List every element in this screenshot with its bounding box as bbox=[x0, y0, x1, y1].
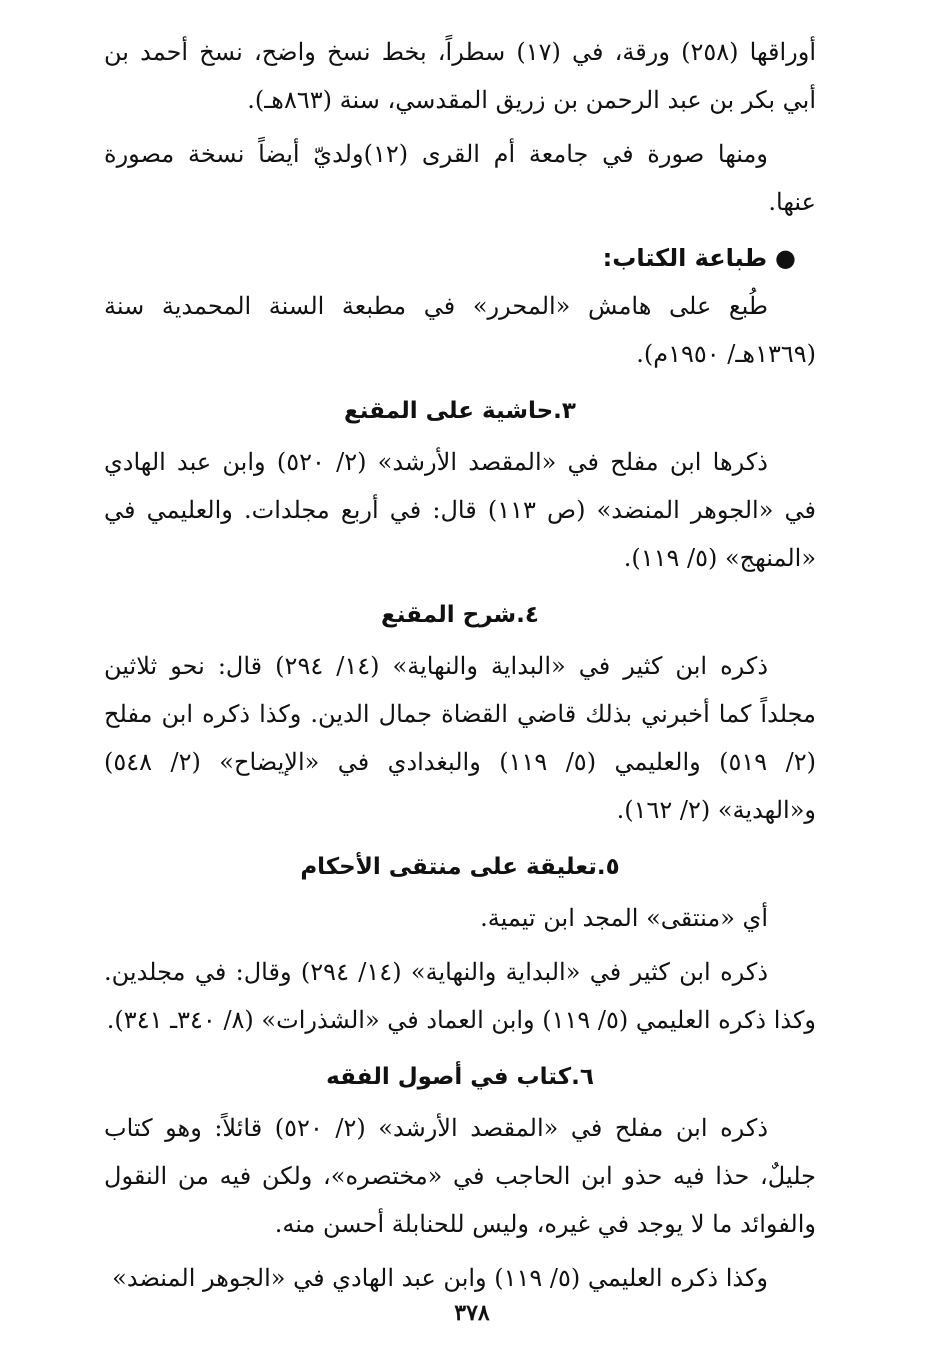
paragraph-section-5: ذكره ابن كثير في «البداية والنهاية» (١٤/ ٢٩٤) وقال: في مجلدين. وكذا ذكره العليمي (٥/ ١١٩) وابن العماد في «الشذرات» (٨/ ٣٤٠ـ ٣٤١). bbox=[104, 958, 816, 1034]
section-heading-6: ٦.كتاب في أصول الفقه bbox=[326, 1064, 594, 1090]
page-number: ٣٧٨ bbox=[454, 1300, 490, 1326]
section-heading-4: ٤.شرح المقنع bbox=[381, 602, 539, 628]
paragraph-section-4: ذكره ابن كثير في «البداية والنهاية» (١٤/ ٢٩٤) قال: نحو ثلاثين مجلداً كما أخبرني بذلك قاضي القضاة جمال الدين. وكذا ذكره ابن مفلح (٢/ ٥١٩) والعليمي (٥/ ١١٩) والبغدادي في «الإيضاح» (٢/ ٥٤٨) و«الهدية» (٢/ ١٦٢). bbox=[104, 652, 816, 824]
paragraph-section-5-intro: أي «منتقى» المجد ابن تيمية. bbox=[480, 904, 768, 932]
paragraph-section-3: ذكرها ابن مفلح في «المقصد الأرشد» (٢/ ٥٢٠) وابن عبد الهادي في «الجوهر المنضد» (ص ١١٣) قال: في أربع مجلدات. والعليمي في «المنهج» (٥/ ١١٩). bbox=[104, 448, 817, 572]
section-heading-printing bbox=[104, 234, 816, 282]
section-heading-5: ٥.تعليقة على منتقى الأحكام bbox=[300, 854, 620, 880]
section-heading-3: ٣.حاشية على المقنع bbox=[344, 398, 576, 424]
paragraph-manuscript-copy: ومنها صورة في جامعة أم القرى (١٢)ولديّ أيضاً نسخة مصورة عنها. bbox=[104, 140, 816, 216]
paragraph-printing: طُبع على هامش «المحرر» في مطبعة السنة المحمدية سنة (١٣٦٩هـ/ ١٩٥٠م). bbox=[104, 292, 816, 368]
paragraph-section-6: ذكره ابن مفلح في «المقصد الأرشد» (٢/ ٥٢٠) قائلاً: وهو كتاب جليلٌ، حذا فيه حذو ابن الحاجب في «مختصره»، ولكن فيه من النقول والفوائد ما لا يوجد في غيره، وليس للحنابلة أحسن منه. bbox=[104, 1114, 816, 1238]
paragraph-manuscript-description: أوراقها (٢٥٨) ورقة، في (١٧) سطراً، بخط نسخ واضح، نسخ أحمد بن أبي بكر بن عبد الرحمن بن زريق المقدسي، سنة (٨٦٣هـ). bbox=[104, 38, 817, 114]
section-heading-printing-label: طباعة الكتاب: bbox=[602, 244, 768, 272]
bullet-icon: ● bbox=[775, 244, 796, 272]
paragraph-section-6-continued: وكذا ذكره العليمي (٥/ ١١٩) وابن عبد الهادي في «الجوهر المنضد» bbox=[112, 1264, 768, 1292]
